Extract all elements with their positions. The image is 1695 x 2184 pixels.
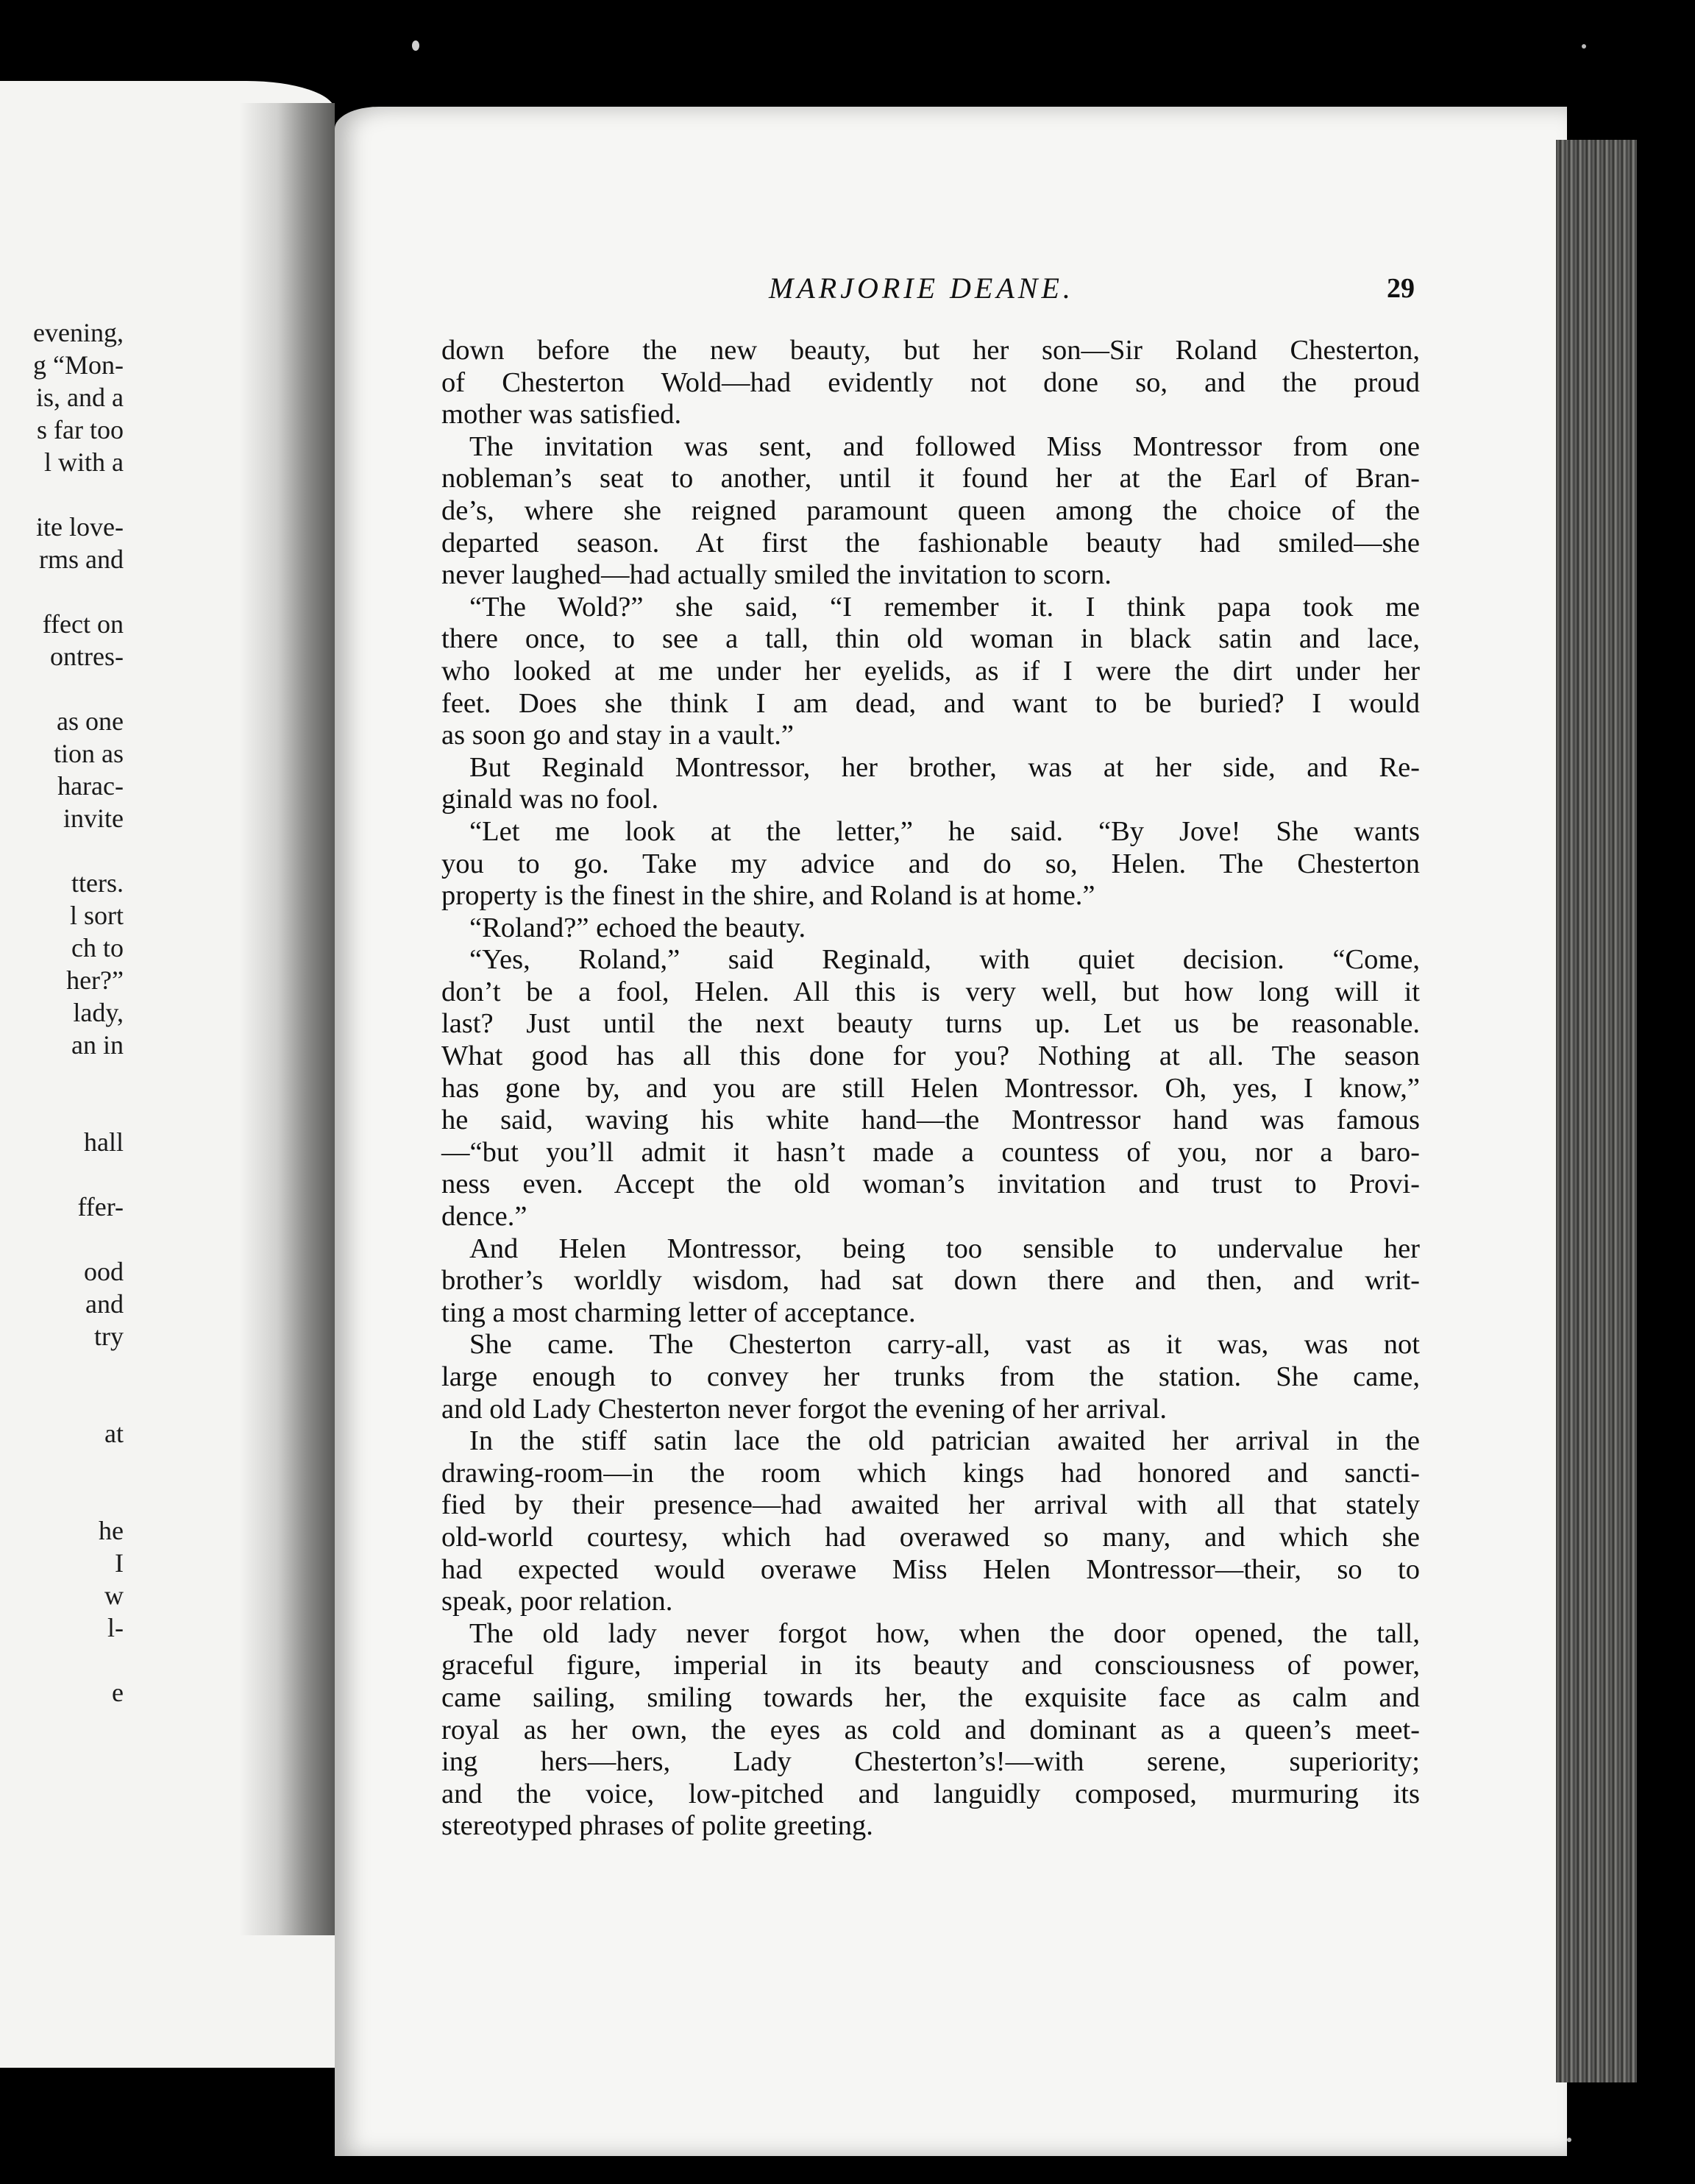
left-page-fragment: ch to [71,933,124,962]
text-line: departed season. At first the fashionable beauty had smiled—she [441,527,1420,559]
text-line: of Chesterton Wold—had evidently not done so, and the proud [441,366,1420,398]
text-line: speak, poor relation. [441,1586,673,1617]
text-line: graceful figure, imperial in its beauty and consciousness of power, [441,1650,1420,1681]
text-line: royal as her own, the eyes as cold and dominant as a queen’s meet- [441,1714,1420,1745]
text-line: “The Wold?” she said, “I remember it. I think papa took me [469,591,1420,623]
left-page-fragment: hall [84,1127,124,1157]
text-line: large enough to convey her trunks from the station. She came, [441,1361,1420,1392]
text-line: And Helen Montressor, being too sensible to undervalue her [469,1233,1420,1264]
text-line: as soon go and stay in a vault.” [441,720,795,751]
scan-speck [412,40,419,51]
left-page-fragment: lady, [73,998,124,1027]
left-page-fragment: is, and a [36,383,124,412]
left-page-fragment: rms and [39,545,124,574]
text-line: there once, to see a tall, thin old woman in black satin and lace, [441,623,1420,655]
text-line: fied by their presence—had awaited her arrival with all that stately [441,1489,1420,1521]
left-page-fragment: tion as [54,739,124,768]
text-line: de’s, where she reigned paramount queen among the choice of the [441,494,1420,526]
text-line: ing hers—hers, Lady Chesterton’s!—with serene, superiority; [441,1746,1420,1778]
text-line: property is the finest in the shire, and Roland is at home.” [441,880,1095,912]
text-line: ginald was no fool. [441,784,659,815]
body-text [441,335,1420,1843]
left-page-fragment: try [94,1322,124,1351]
text-line: In the stiff satin lace the old patrician awaited her arrival in the [469,1425,1420,1457]
left-page-fragment: invite [63,804,124,833]
text-line: don’t be a fool, Helen. All this is very well, but how long will it [441,976,1420,1007]
text-line: feet. Does she think I am dead, and want to be buried? I would [441,687,1420,719]
left-page-fragment: as one [57,706,124,736]
text-line: you to go. Take my advice and do so, Helen. The Chesterton [441,848,1420,879]
text-line: last? Just until the next beauty turns up. Let us be reasonable. [441,1008,1420,1040]
page-number: 29 [1387,273,1415,304]
left-page-fragment: ite love- [36,512,124,542]
left-page-fragment: ontres- [50,642,124,671]
text-line: She came. The Chesterton carry-all, vast as it was, was not [469,1329,1420,1361]
text-line: ness even. Accept the old woman’s invitation and trust to Provi- [441,1169,1420,1200]
text-line: —“but you’ll admit it hasn’t made a countess of you, nor a baro- [441,1136,1420,1168]
left-page-fragment: tters. [71,868,124,898]
text-line: mother was satisfied. [441,399,682,430]
text-line: dence.” [441,1201,527,1233]
left-page-fragment: w [104,1581,124,1610]
text-line: brother’s worldly wisdom, had sat down there and then, and writ- [441,1265,1420,1297]
left-page-fragment: I [115,1548,124,1578]
text-line: never laughed—had actually smiled the invitation to scorn. [441,559,1112,591]
left-page-fragment: ffect on [42,609,124,639]
text-line: he said, waving his white hand—the Montressor hand was famous [441,1105,1420,1136]
left-page-fragment: at [104,1419,124,1448]
left-page-fragment: g “Mon- [33,350,124,380]
text-line: “Yes, Roland,” said Reginald, with quiet decision. “Come, [469,944,1420,976]
left-page-fragment: l with a [44,447,124,477]
text-line: The old lady never forgot how, when the door opened, the tall, [469,1617,1420,1649]
left-page-fragment: and [85,1289,124,1319]
left-page-fragment: s far too [37,415,124,444]
left-page-fragment: ffer- [77,1192,124,1222]
text-line: and the voice, low-pitched and languidly composed, murmuring its [441,1778,1420,1809]
left-page-fragment: ood [84,1257,124,1286]
page-edges [1556,140,1637,2082]
text-line: down before the new beauty, but her son—Sir Roland Chesterton, [441,335,1420,366]
text-line: What good has all this done for you? Nothing at all. The season [441,1040,1420,1072]
left-page-fragment: harac- [57,771,124,801]
text-line: But Reginald Montressor, her brother, was at her side, and Re- [469,751,1420,783]
text-line: “Roland?” echoed the beauty. [469,912,806,943]
book-gutter [239,103,335,1935]
left-page-fragment: her?” [66,965,124,995]
text-line: has gone by, and you are still Helen Montressor. Oh, yes, I know,” [441,1072,1420,1104]
left-page-fragment: he [99,1516,124,1545]
left-page-fragment: e [112,1678,124,1707]
text-line: had expected would overawe Miss Helen Montressor—their, so to [441,1553,1420,1585]
left-page-fragment: an in [71,1030,124,1060]
text-line: drawing-room—in the room which kings had honored and sancti- [441,1457,1420,1489]
left-page-fragment: l- [107,1613,124,1642]
text-line: came sailing, smiling towards her, the exquisite face as calm and [441,1681,1420,1713]
text-line: old-world courtesy, which had overawed so many, and which she [441,1521,1420,1553]
text-line: who looked at me under her eyelids, as if I were the dirt under her [441,655,1420,687]
left-page-fragment: l sort [69,901,124,930]
text-line: nobleman’s seat to another, until it found her at the Earl of Bran- [441,463,1420,494]
running-title: MARJORIE DEANE. [769,272,1074,305]
scan-speck [1567,2138,1571,2142]
text-line: and old Lady Chesterton never forgot the evening of her arrival. [441,1393,1168,1425]
scan-speck [1582,44,1586,49]
text-line: The invitation was sent, and followed Miss Montressor from one [469,430,1420,462]
text-line: ting a most charming letter of acceptance. [441,1297,916,1328]
text-line: “Let me look at the letter,” he said. “By Jove! She wants [469,815,1420,847]
left-page-fragment: evening, [33,318,124,347]
text-line: stereotyped phrases of polite greeting. [441,1810,873,1842]
